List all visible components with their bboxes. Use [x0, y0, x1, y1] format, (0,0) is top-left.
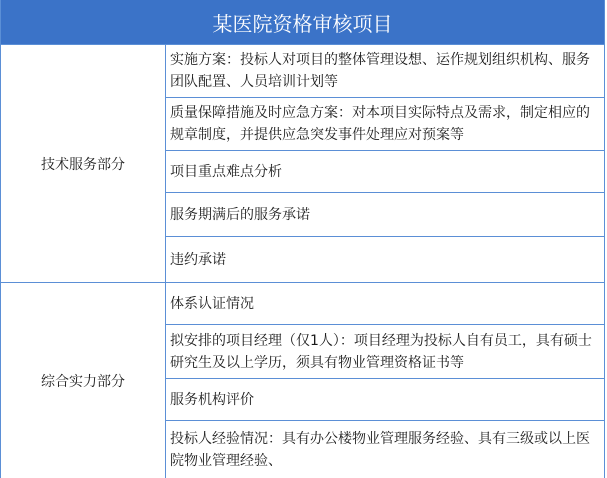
table-row: [166, 193, 604, 237]
section-label-overall-strength: 综合实力部分: [1, 283, 166, 478]
table-row: [166, 379, 604, 421]
section-label-technical: 技术服务部分: [1, 45, 166, 283]
table-title: 某医院资格审核项目: [1, 0, 604, 45]
table-row: [166, 325, 604, 379]
table-row: [166, 151, 604, 193]
row-text: 服务期满后的服务承诺: [170, 206, 310, 223]
row-text: 投标人经验情况：具有办公楼物业管理服务经验、具有三级或以上医院物业管理经验、: [170, 430, 590, 469]
row-text: 服务机构评价: [170, 391, 254, 408]
row-text: 项目重点难点分析: [170, 163, 282, 180]
table-row: [166, 421, 604, 478]
row-text: 实施方案：投标人对项目的整体管理设想、运作规划组织机构、服务团队配置、人员培训计划等: [170, 52, 590, 90]
table-row: [166, 45, 604, 98]
row-text: 拟安排的项目经理（仅1人）：项目经理为投标人自有员工，具有硕士研究生及以上学历，须具有物业管理资格证书等: [170, 332, 592, 371]
table-row: [166, 283, 604, 325]
row-text: 违约承诺: [170, 251, 226, 268]
row-text: 质量保障措施及时应急方案：对本项目实际特点及需求，制定相应的规章制度，并提供应急突发事件处理应对预案等: [170, 105, 590, 143]
row-text: 体系认证情况: [170, 295, 254, 312]
table-row: [166, 98, 604, 151]
table-row: [166, 237, 604, 283]
